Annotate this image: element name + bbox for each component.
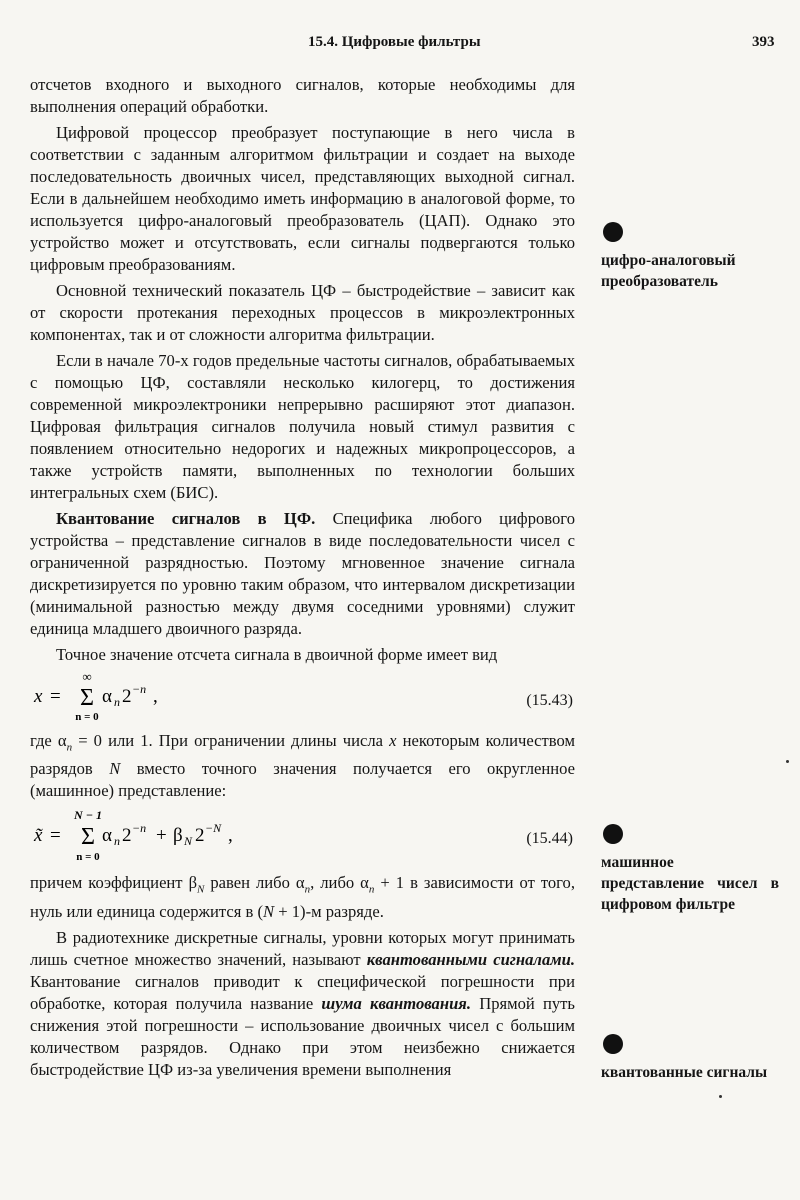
text-run: некоторым количеством разрядов <box>30 731 575 779</box>
eq2-alpha: α <box>102 825 112 847</box>
eq1-equals: = <box>50 686 61 707</box>
eq2-beta: β <box>173 825 183 847</box>
eq2-exp: −n <box>132 821 147 836</box>
paragraph-quantization <box>30 508 575 640</box>
equation-number: (15.43) <box>526 692 573 709</box>
eq1-sum-sign: Σ <box>80 685 94 711</box>
text-run: , либо α <box>310 873 369 893</box>
section-run-in-heading: Квантование сигналов в ЦФ. <box>56 509 316 528</box>
margin-note-text: квантованные сигналы <box>601 1064 768 1081</box>
text-run: + 1)-м разряде. <box>274 901 384 921</box>
running-title: 15.4. Цифровые фильтры <box>308 34 481 50</box>
text-run: причем коэффициент β <box>30 873 198 893</box>
text-run: = 0 или 1. При ограничении длины числа <box>72 731 390 750</box>
paragraph: Цифровой процессор преобразует поступающие в него числа в соответствии с заданным алгоритмом фильтрации и создает на выходе последовательность двоичных чисел, представляющих выходной сигнал. Если в дальнейшем необходимо иметь информацию в аналоговой форме, то используется цифро-аналоговый преобразователь (ЦАП). Однако это устройство может и отсутствовать, если сигналы подвергаются только цифровым преобразованиям. <box>30 123 575 274</box>
margin-note-text: машинное представление чисел в цифровом фильтре <box>601 854 779 913</box>
text-run: где α <box>30 731 67 750</box>
bullet-dot-icon <box>603 222 623 242</box>
eq2-sum-sign: Σ <box>81 824 95 851</box>
equation-15-44 <box>30 808 575 864</box>
term-quantization-noise: шума квантования. <box>321 993 471 1013</box>
eq1-alpha: α <box>102 686 112 707</box>
equation-number: (15.44) <box>526 830 573 848</box>
page-number: 393 <box>752 34 775 50</box>
eq2-base: 2 <box>122 825 132 847</box>
eq2-sum-lower: n = 0 <box>76 851 100 864</box>
paragraph-quantization-noise <box>30 927 575 1081</box>
margin-note-machine-representation <box>601 824 779 915</box>
text-run: В радиотехнике дискретные сигналы, уровни которых могут принимать лишь счетное множество значений, называют <box>30 927 575 969</box>
text-run: Прямой путь снижения этой погрешности – использование двоичных чисел с большим количеством разрядов. Однако при этом неизбежно снижается быстродействие ЦФ из-за увеличения времени выполнения <box>30 993 576 1079</box>
paragraph: отсчетов входного и выходного сигналов, которые необходимы для выполнения операций обработки. <box>30 75 575 116</box>
eq2-comma: , <box>228 825 233 847</box>
paragraph-beta <box>30 872 575 922</box>
text-run: Квантование сигналов приводит к специфической погрешности при обработке, которая получила название <box>30 971 575 1013</box>
margin-note-dac <box>601 222 779 292</box>
text-run: вместо точного значения получается его округленное (машинное) представление: <box>30 759 575 801</box>
var-N: N <box>109 759 121 779</box>
eq2-beta-sub: N <box>184 834 193 849</box>
subscript-n: n <box>368 883 375 896</box>
eq2-sum-upper: N − 1 <box>74 808 102 823</box>
paragraph: Основной технический показатель ЦФ – быстродействие – зависит как от скорости протекания переходных процессов в микроэлектронных компонентах, так и от сложности алгоритма фильтрации. <box>30 281 575 344</box>
var-N: N <box>263 901 275 921</box>
eq1-exp: −n <box>132 682 147 696</box>
eq1-comma: , <box>153 686 158 707</box>
equation-15-43 <box>30 672 575 722</box>
eq1-lhs: x <box>34 686 43 707</box>
text-run: равен либо α <box>204 873 305 893</box>
bullet-dot-icon <box>603 824 623 844</box>
margin-note-text: цифро-аналоговый преобразователь <box>601 252 736 290</box>
term-quantized-signals: квантованными сигналами. <box>366 949 575 969</box>
subscript-N: N <box>197 883 205 896</box>
paragraph-text: Специфика любого цифрового устройства – представление сигналов в виде последовательности чисел с ограниченной разрядностью. Поэтому мгновенное значение сигнала дискретизируется по уровню таким образом, что интервалом дискретизации (минимальной разностью между двумя соседними уровнями) служит единица младшего двоичного разряда. <box>30 509 575 638</box>
subscript-n: n <box>304 883 311 896</box>
eq2-alpha-sub: n <box>114 834 120 849</box>
main-text-column <box>30 74 575 1085</box>
eq2-plus: + <box>156 825 167 847</box>
page-header <box>0 34 800 58</box>
margin-note-quantized-signals <box>601 1034 779 1083</box>
eq2-exp-2: −N <box>205 821 222 836</box>
text-run: + 1 в зависимости от того, нуль или единица содержится в ( <box>30 873 576 921</box>
eq2-equals: = <box>50 825 61 847</box>
equation-15-44-formula <box>30 808 450 864</box>
paragraph: Точное значение отсчета сигнала в двоичной форме имеет вид <box>56 645 498 664</box>
bullet-dot-icon <box>603 1034 623 1054</box>
eq2-lhs: x̃ <box>34 825 43 847</box>
paragraph-alpha <box>30 730 575 802</box>
subscript-n: n <box>66 741 73 754</box>
eq1-alpha-sub: n <box>114 695 120 709</box>
paragraph: Если в начале 70-х годов предельные частоты сигналов, обрабатываемых с помощью ЦФ, составляли несколько килогерц, то достижения современной микроэлектроники непрерывно расширяют этот диапазон. Цифровая фильтрация сигналов получила новый стимул развития с появлением относительно недорогих и надежных микропроцессоров, а также устройств памяти, выполненных по технологии больших интегральных схем (БИС). <box>30 351 575 502</box>
scan-speck <box>719 1095 722 1098</box>
eq1-sum-upper: ∞ <box>82 672 92 684</box>
eq2-base-2: 2 <box>195 825 205 847</box>
var-x: x <box>389 731 397 750</box>
eq1-sum-lower: n = 0 <box>75 711 99 722</box>
equation-15-43-formula <box>30 672 450 722</box>
scan-speck <box>786 760 789 763</box>
eq1-base: 2 <box>122 686 132 707</box>
